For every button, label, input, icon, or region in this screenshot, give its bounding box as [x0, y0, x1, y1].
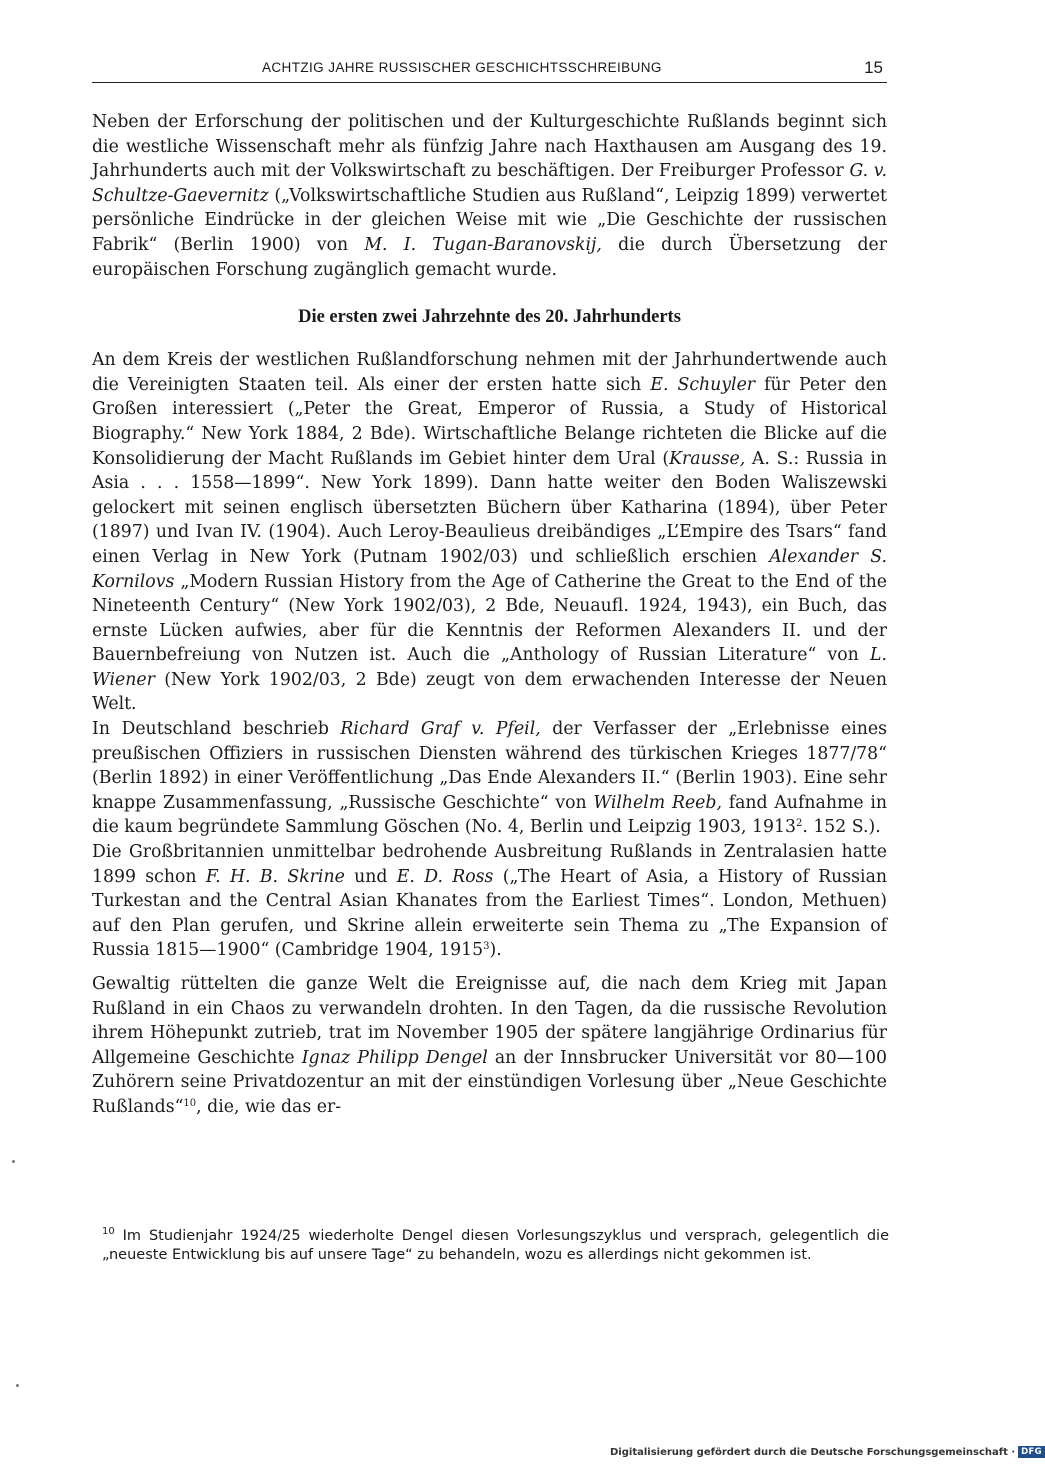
italic-name: F. H. B. Skrine: [205, 866, 345, 887]
text-run: ).: [489, 940, 502, 961]
footnote-marker: 10: [102, 1226, 115, 1237]
italic-name: Ignaz Philipp Dengel: [301, 1047, 488, 1068]
text-run: (New York 1902/03, 2 Bde) zeugt von dem erwachenden Interesse der Neuen Welt.: [92, 669, 887, 715]
footnote-ref: 3: [483, 941, 490, 953]
paragraph: [92, 972, 887, 1120]
footnote: [102, 1227, 889, 1264]
text-run: Neben der Erforschung der politischen und der Kulturgeschichte Rußlands beginnt sich die westliche Wissenschaft mehr als fünfzig Jahre nach Haxthausen am Ausgang des 19. Jahrhunderts auch mit der Volkswirtschaft zu beschäftigen. Der Freiburger Professor: [92, 112, 887, 182]
text-run: „Modern Russian History from the Age of Catherine the Great to the End of the Nineteenth Century“ (New York 1902/03), 2 Bde, Neuaufl. 1924, 1943), ein Buch, das ernste Lücken aufwies, aber für die Kenntnis der Reformen Alexanders II. und der Bauernbefreiung von Nutzen ist. Auch die „Anthology of Russian Literature“ von: [92, 571, 887, 666]
text-run: In Deutschland beschrieb: [92, 719, 341, 740]
paragraph: [92, 840, 887, 963]
text-run: Die Großbritannien unmittelbar bedrohende Ausbreitung Rußlands in Zentralasien hatte 1899 schon: [92, 842, 887, 887]
footnote-ref: 10: [183, 1097, 197, 1109]
page-header: [92, 60, 887, 83]
italic-name: E. Schuyler: [650, 374, 756, 395]
text-run: für Peter den Großen interessiert („Peter the Great, Emperor of Russia, a Study of Historical Biography.“ New York 1884, 2 Bde). Wirtschaftliche Belange richteten die Blicke auf die Konsolidierung der Macht Rußlands im Gebiet hinter dem Ural (: [92, 374, 888, 469]
text-run: Gewaltig rüttelten die ganze Welt die Ereignisse auf, die nach dem Krieg mit Japan Rußland in ein Chaos zu verwandeln drohten. In den Tagen, da die russische Revolution ihrem Höhepunkt zutrieb, trat im November 1905 der spätere langjährige Ordinarius für Allgemeine Geschichte: [92, 974, 887, 1068]
body-text: [92, 110, 887, 1120]
text-run: . 152 S.).: [802, 817, 881, 838]
scan-speck: [12, 1160, 15, 1163]
digitization-credit: [610, 1446, 1045, 1458]
italic-name: Richard Graf v. Pfeil,: [340, 719, 541, 740]
running-head: ACHTZIG JAHRE RUSSISCHER GESCHICHTSSCHREIBUNG: [262, 60, 662, 75]
text-run: , die, wie das er-: [196, 1096, 342, 1117]
text-run: an der Innsbrucker Universität vor 80—100 Zuhörern seine Privatdozentur an mit der einstündigen Vorlesung über „Neue Geschichte Rußlands“: [92, 1047, 888, 1117]
text-run: („The Heart of Asia, a History of Russian Turkestan and the Central Asian Khanates from the Earliest Times“. London, Methuen) auf den Plan gerufen, und Skrine allein erweiterte sein Thema zu „The Expansion of Russia 1815—1900“ (Cambridge 1904, 1915: [92, 866, 888, 961]
text-run: die durch Übersetzung der europäischen Forschung zugänglich gemacht wurde.: [92, 234, 887, 280]
footnote-text: Im Studienjahr 1924/25 wiederholte Dengel diesen Vorlesungszyklus und versprach, gelegentlich die „neueste Entwicklung bis auf unsere Tage“ zu behandeln, wozu es allerdings nicht gekommen ist.: [102, 1228, 890, 1263]
italic-name: M. I. Tugan-Baranovskij,: [364, 234, 602, 255]
section-heading: Die ersten zwei Jahrzehnte des 20. Jahrhunderts: [298, 307, 681, 328]
italic-name: Alexander S. Kornilovs: [92, 546, 887, 592]
italic-name: L. Wiener: [92, 645, 887, 690]
text-run: An dem Kreis der westlichen Rußlandforschung nehmen mit der Jahrhundertwende auch die Vereinigten Staaten teil. Als einer der ersten hatte sich: [92, 350, 887, 395]
text-run: und: [344, 866, 397, 887]
text-run: fand Aufnahme in die kaum begründete Sammlung Göschen (No. 4, Berlin und Leipzig 1903, 1913: [92, 792, 887, 838]
italic-name: E. D. Ross: [396, 866, 494, 887]
paragraph: [92, 717, 887, 840]
page-number: 15: [864, 58, 883, 77]
italic-name: G. v. Schultze-Gaevernitz: [92, 161, 887, 206]
paragraph: [92, 110, 887, 282]
credit-text: Digitalisierung gefördert durch die Deutsche Forschungsgemeinschaft ·: [610, 1446, 1016, 1458]
text-run: A. S.: Russia in Asia . . . 1558—1899“. New York 1899). Dann hatte weiter den Boden Waliszewski gelockert mit seinen englisch übersetzten Büchern über Katharina (1894), über Peter (1897) und Ivan IV. (1904). Auch Leroy-Beaulieus dreibändiges „L’Empire des Tsars“ fand einen Verlag in New York (Putnam 1902/03) und schließlich erschien: [92, 448, 887, 567]
paragraph: [92, 348, 887, 717]
italic-name: Krausse,: [669, 448, 746, 469]
text-run: der Verfasser der „Erlebnisse eines preußischen Offiziers in russischen Diensten während des türkischen Krieges 1877/78“ (Berlin 1892) in einer Veröffentlichung „Das Ende Alexanders II.“ (Berlin 1903). Eine sehr knappe Zusammenfassung, „Russische Geschichte“ von: [92, 719, 887, 813]
footnote-ref: 2: [795, 818, 803, 830]
scan-speck: [16, 1384, 19, 1387]
italic-name: Wilhelm Reeb,: [593, 792, 722, 813]
footnotes: [102, 1227, 889, 1264]
text-run: („Volkswirtschaftliche Studien aus Rußland“, Leipzig 1899) verwertet persönliche Eindrücke in der gleichen Weise mit wie „Die Geschichte der russischen Fabrik“ (Berlin 1900) von: [92, 185, 887, 255]
dfg-logo-icon: DFG: [1018, 1446, 1045, 1458]
